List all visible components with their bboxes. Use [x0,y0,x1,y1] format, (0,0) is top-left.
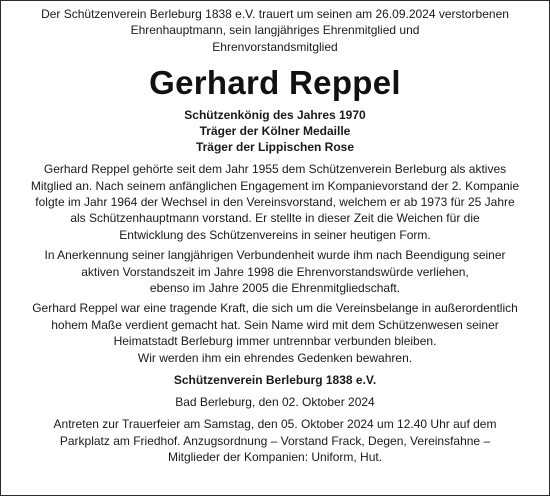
text-line: Gerhard Reppel gehörte seit dem Jahr 1955 dem Schützenverein Berleburg als aktives [43,162,507,177]
deceased-name: Gerhard Reppel [149,64,401,102]
honor-item: Träger der Kölner Medaille [199,124,351,139]
honor-item: Träger der Lippischen Rose [195,140,355,155]
text-line: aktiven Vorstandszeit im Jahre 1998 die Ehrenvorstandswürde verliehen, [81,264,469,279]
intro-text [15,6,535,55]
text-line: folgte im Jahr 1964 der Wechsel in den Vereinsvorstand, welchem er ab 1973 für 25 Jahre [35,195,515,210]
place-and-date: Bad Berleburg, den 02. Oktober 2024 [175,395,375,410]
text-line: Gerhard Reppel war eine tragende Kraft, die sich um die Vereinsbelange in außerordentlich [32,301,518,316]
funeral-line: Parkplatz am Friedhof. Anzugsordnung – Vorstand Frack, Degen, Vereinsfahne – [59,433,491,448]
text-line: als Schützenhauptmann vorstand. Er stellte in dieser Zeit die Weichen für die [70,211,480,226]
intro-line: Ehrenvorstandsmitglied [212,39,338,54]
text-line: In Anerkennung seiner langjährigen Verbundenheit wurde ihm nach Beendigung seiner [44,248,506,263]
honors-list [15,107,535,155]
funeral-details [15,416,535,465]
honor-item: Schützenkönig des Jahres 1970 [184,108,366,123]
intro-line: Der Schützenverein Berleburg 1838 e.V. trauert um seinen am 26.09.2024 verstorbenen [41,7,509,21]
text-line: hohem Maße verdient gemacht hat. Sein Name wird mit dem Schützenwesen seiner [51,317,499,332]
text-line: Entwicklung des Schützenvereins in seiner heutigen Form. [119,227,431,242]
biography-paragraph [15,161,535,243]
tribute-paragraph [15,300,535,366]
text-line: Heimatstadt Berleburg immer untrennbar verbunden bleiben. [113,334,437,349]
text-line: Mitglied an. Nach seinem anfänglichen Engagement im Kompanievorstand der 2. Kompanie [30,178,520,193]
recognition-paragraph [15,247,535,296]
text-line: ebenso im Jahre 2005 die Ehrenmitgliedschaft. [149,281,401,296]
text-line: Wir werden ihm ein ehrendes Gedenken bewahren. [137,350,413,365]
club-signature: Schützenverein Berleburg 1838 e.V. [173,373,377,388]
funeral-line: Mitglieder der Kompanien: Uniform, Hut. [167,449,383,464]
intro-line: Ehrenhauptmann, sein langjähriges Ehrenmitglied und [130,23,420,38]
funeral-line: Antreten zur Trauerfeier am Samstag, den 05. Oktober 2024 um 12.40 Uhr auf dem [53,417,497,432]
